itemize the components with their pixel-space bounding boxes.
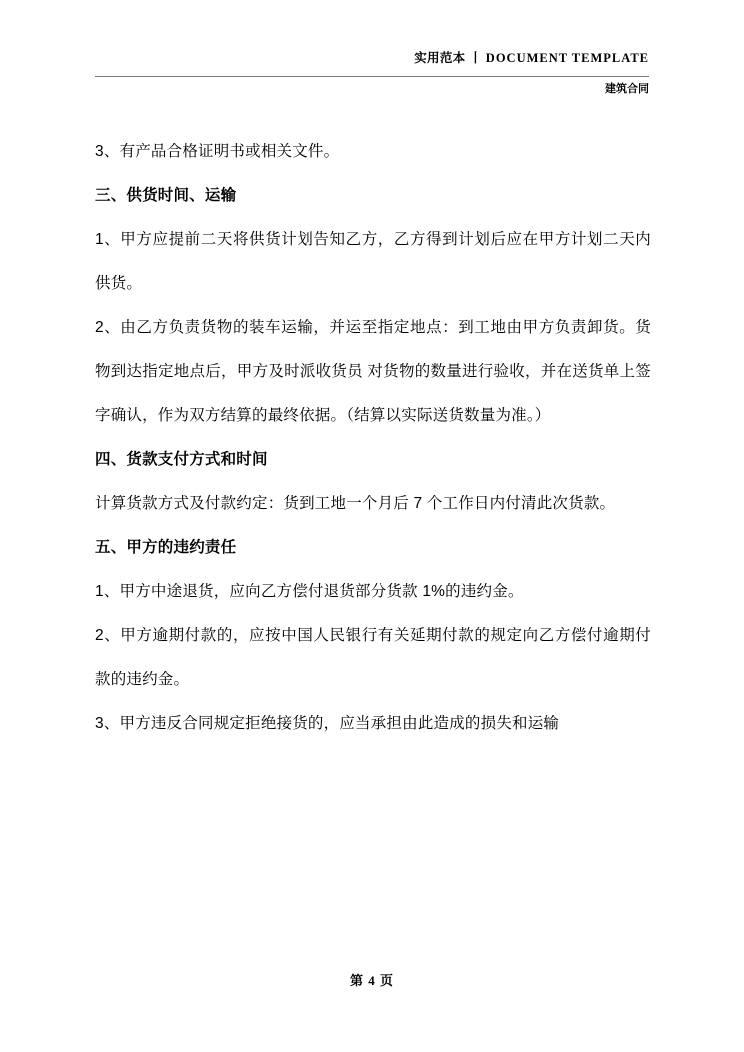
paragraph: 1、甲方中途退货，应向乙方偿付退货部分货款 1%的违约金。 [95,583,524,600]
paragraph: 2、由乙方负责货物的装车运输，并运至指定地点：到工地由甲方负责卸货。货物到达指定地点后，甲方及时派收货员 对货物的数量进行验收，并在送货单上签字确认，作为双方结算的最终依据。（结算以实际送货数量为准。） [95,319,651,424]
header-brand [95,48,649,66]
header-subtitle: 建筑合同 [605,83,649,95]
paragraph: 2、甲方逾期付款的，应按中国人民银行有关延期付款的规定向乙方偿付逾期付款的违约金。 [95,627,651,688]
paragraph: 3、甲方违反合同规定拒绝接货的，应当承担由此造成的损失和运输 [95,715,560,732]
section-heading: 五、甲方的违约责任 [95,539,237,556]
page-footer [0,970,744,990]
page-header [95,48,649,104]
header-brand-en: DOCUMENT TEMPLATE [485,51,649,65]
header-divider [95,76,649,77]
paragraph: 3、有产品合格证明书或相关文件。 [95,143,340,160]
paragraph: 1、甲方应提前二天将供货计划告知乙方，乙方得到计划后应在甲方计划二天内供货。 [95,231,651,292]
document-body [95,130,651,746]
section-heading: 三、供货时间、运输 [95,187,237,204]
section-heading: 四、货款支付方式和时间 [95,451,268,468]
paragraph: 计算货款方式及付款约定：货到工地一个月后 7 个工作日内付清此次货款。 [95,495,616,512]
header-brand-cn: 实用范本 [414,51,466,65]
page-number: 第 4 页 [349,973,394,988]
header-separator: 丨 [469,51,483,65]
